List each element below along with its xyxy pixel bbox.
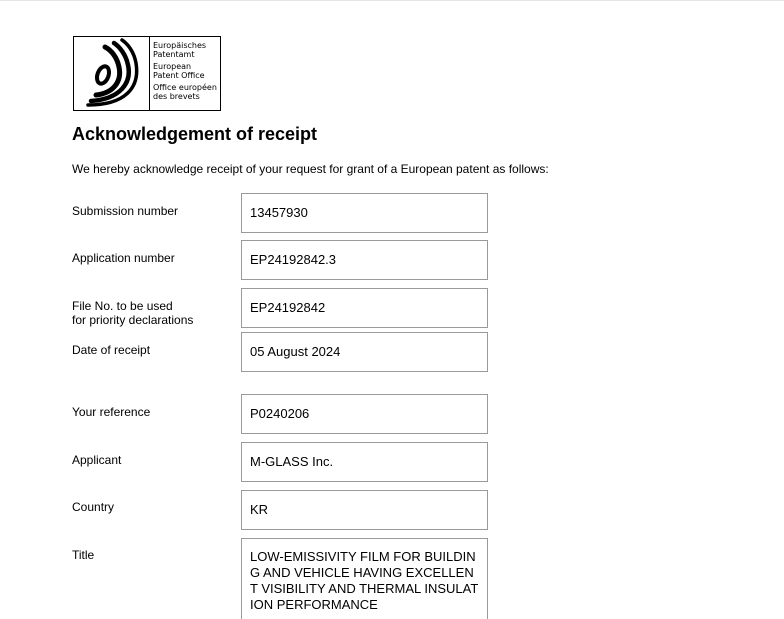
application-number-value: EP24192842.3 bbox=[241, 240, 488, 280]
country-value: KR bbox=[241, 490, 488, 530]
date-of-receipt-value: 05 August 2024 bbox=[241, 332, 488, 372]
title-value: LOW-EMISSIVITY FILM FOR BUILDING AND VEHICLE HAVING EXCELLENT VISIBILITY AND THERMAL INSULATION PERFORMANCE bbox=[241, 538, 488, 619]
applicant-value: M-GLASS Inc. bbox=[241, 442, 488, 482]
epo-logo-mark-icon bbox=[74, 37, 150, 110]
submission-number-label: Submission number bbox=[72, 204, 179, 218]
submission-number-value: 13457930 bbox=[241, 193, 488, 233]
application-number-label: Application number bbox=[72, 251, 175, 265]
intro-text: We hereby acknowledge receipt of your request for grant of a European patent as follows: bbox=[72, 162, 549, 176]
date-of-receipt-label: Date of receipt bbox=[72, 343, 151, 357]
epo-logo bbox=[73, 36, 221, 111]
logo-text-fr-2: des brevets bbox=[153, 92, 200, 101]
applicant-label: Applicant bbox=[72, 453, 122, 467]
title-label: Title bbox=[72, 548, 95, 562]
top-divider bbox=[0, 0, 784, 1]
file-number-value: EP24192842 bbox=[241, 288, 488, 328]
country-label: Country bbox=[72, 500, 115, 514]
file-number-label-line1: File No. to be used bbox=[72, 299, 173, 313]
logo-text-de-2: Patentamt bbox=[153, 50, 195, 59]
epo-logo-text bbox=[150, 37, 217, 110]
logo-text-fr-1: Office européen bbox=[153, 83, 217, 92]
page-title: Acknowledgement of receipt bbox=[72, 124, 318, 144]
logo-text-en-2: Patent Office bbox=[153, 71, 205, 80]
file-number-label-line2: for priority declarations bbox=[72, 313, 194, 327]
logo-text-de-1: Europäisches bbox=[153, 41, 207, 50]
your-reference-value: P0240206 bbox=[241, 394, 488, 434]
file-number-label bbox=[72, 299, 193, 327]
logo-text-en-1: European bbox=[153, 62, 192, 71]
your-reference-label: Your reference bbox=[72, 405, 151, 419]
